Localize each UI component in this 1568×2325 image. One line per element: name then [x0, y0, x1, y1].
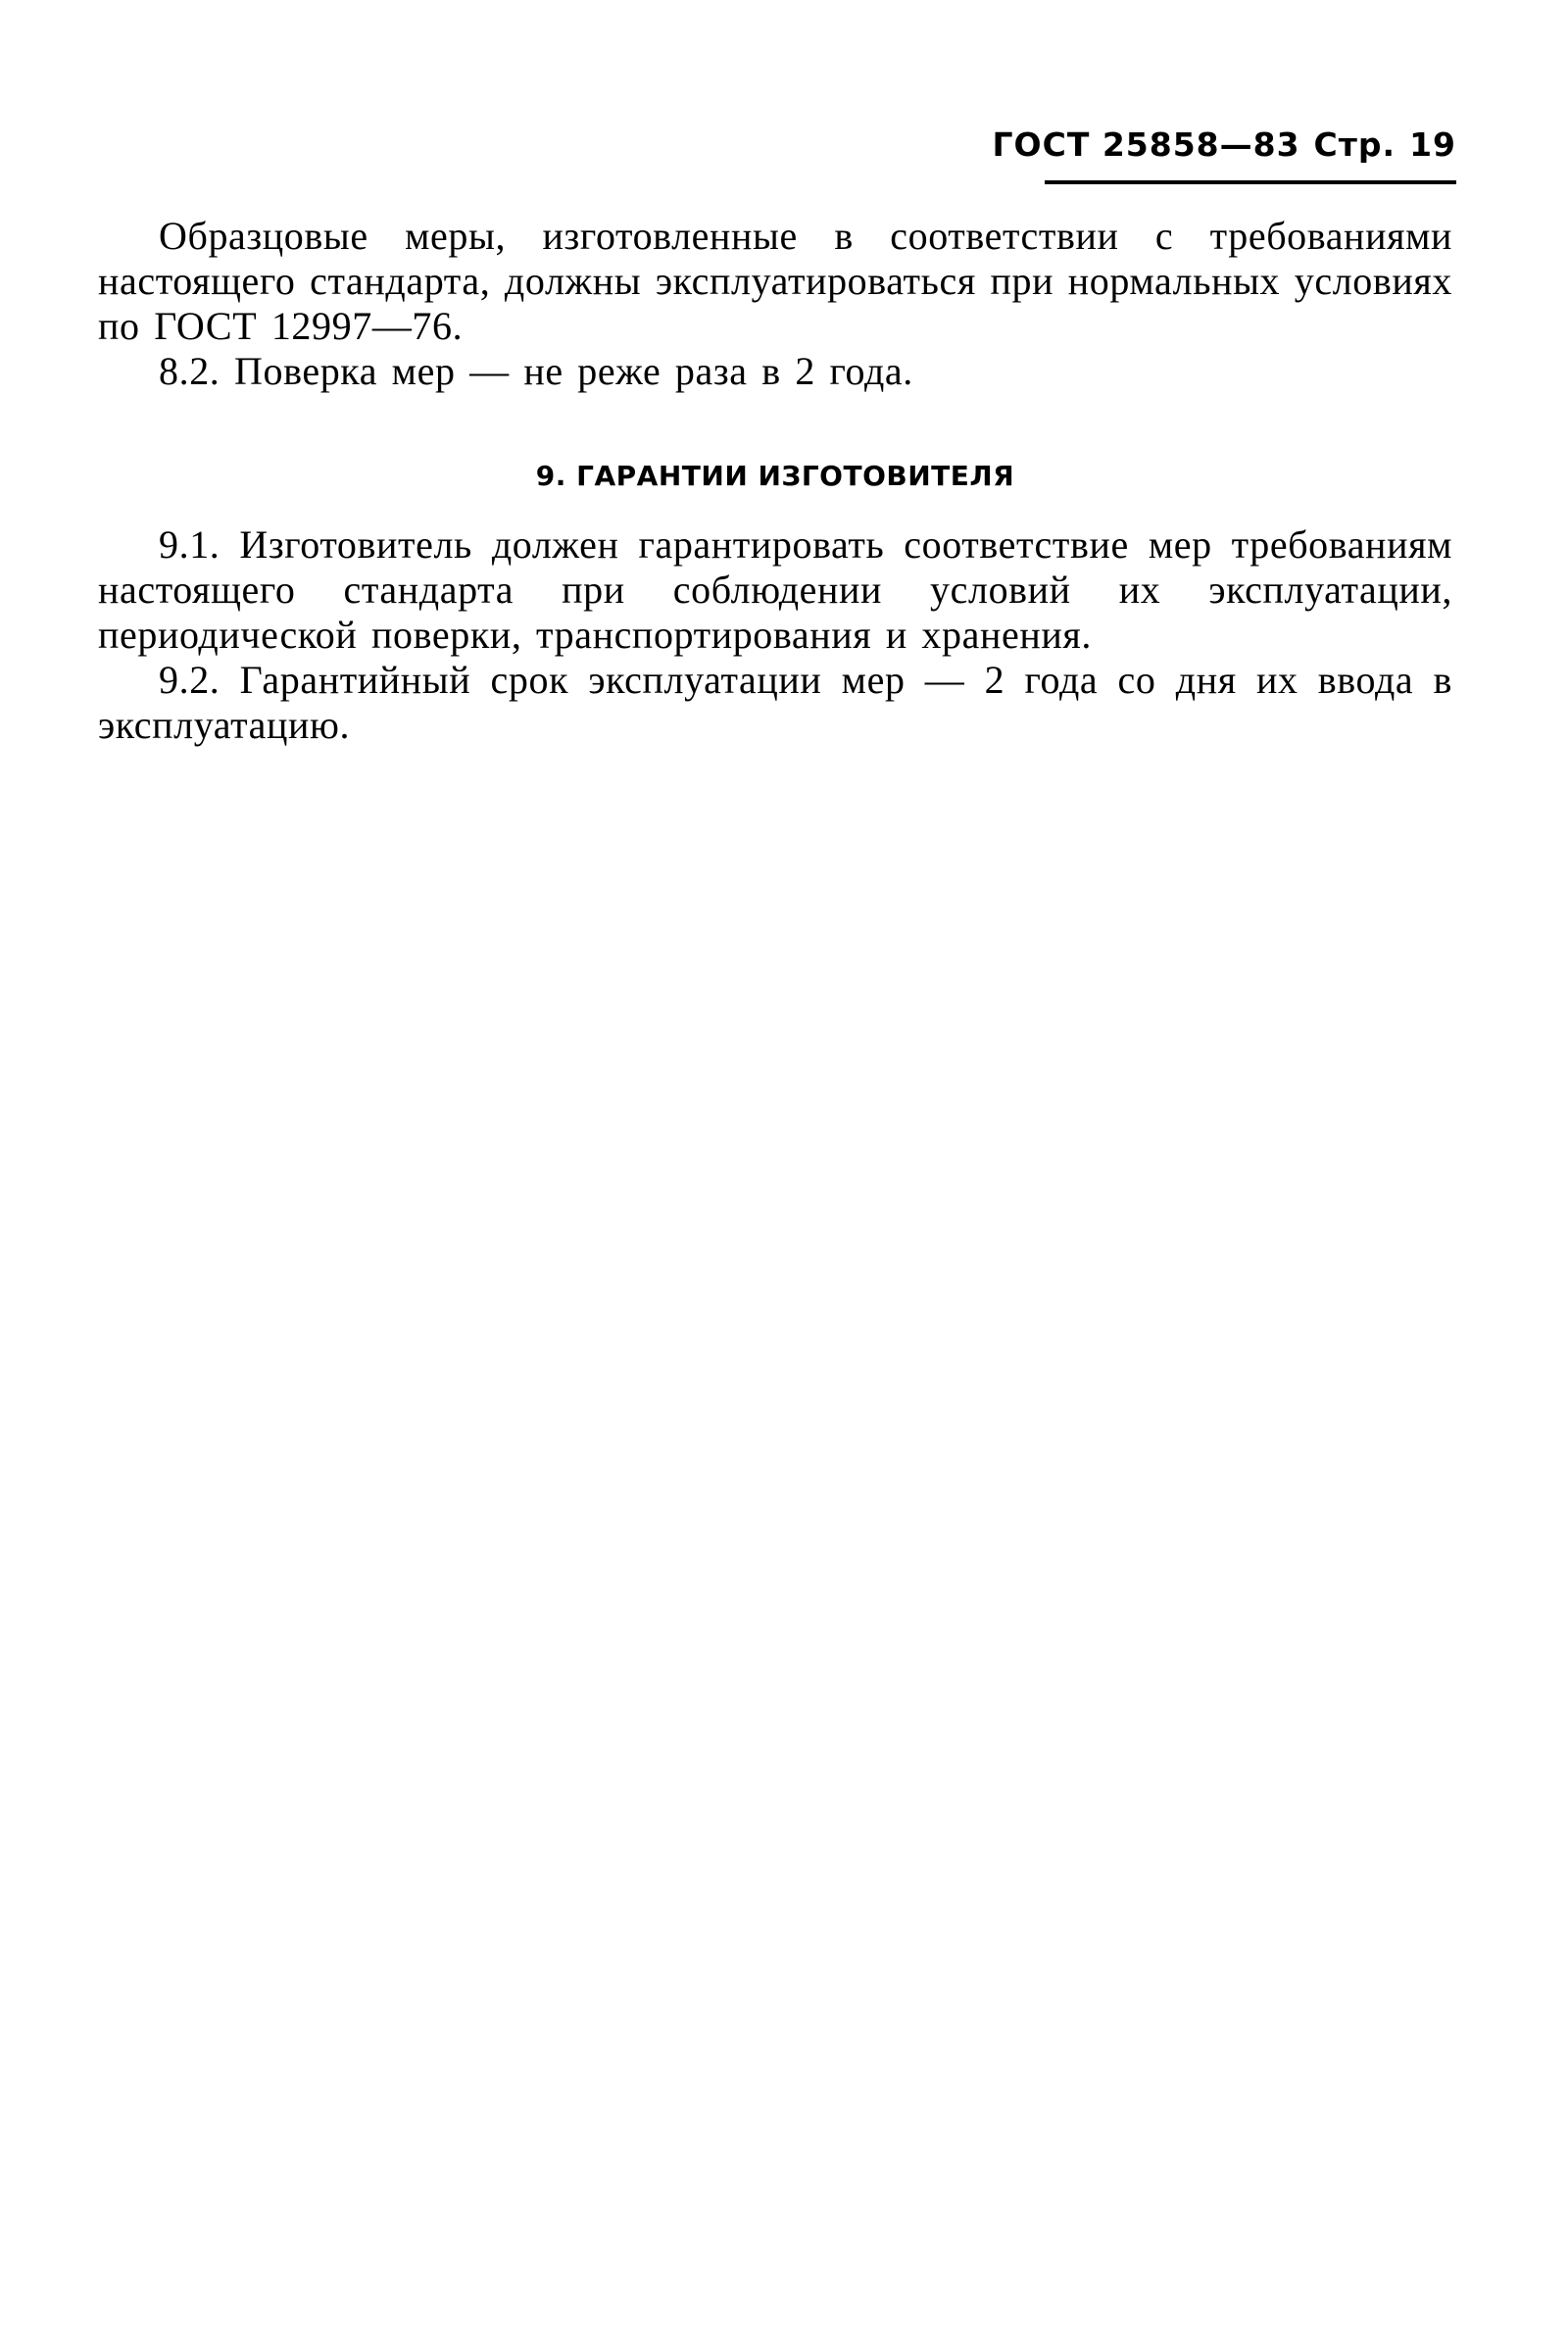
paragraph-9-1: 9.1. Изготовитель должен гарантировать соответствие мер требованиям настоящего стандарта при соблюдении условий их эксплуатации, периодической поверки, транспортирования и хранения.: [98, 522, 1452, 657]
running-head: [993, 124, 1456, 167]
paragraph-9-2: 9.2. Гарантийный срок эксплуатации мер — 2 года со дня их ввода в эксплуатацию.: [98, 658, 1452, 747]
intro-block: [98, 214, 1452, 394]
section-heading: 9. ГАРАНТИИ ИЗГОТОВИТЕЛЯ: [535, 460, 1015, 492]
page-number: 19: [1409, 125, 1456, 164]
header-rule: [1045, 180, 1456, 184]
standard-number: ГОСТ 25858—83: [992, 125, 1300, 164]
page-label: Стр.: [1313, 125, 1396, 164]
paragraph-8-2: 8.2. Поверка мер — не реже раза в 2 года.: [159, 349, 913, 393]
section-9-block: [98, 522, 1452, 748]
paragraph-operating-conditions: Образцовые меры, изготовленные в соответствии с требованиями настоящего стандарта, должны эксплуатироваться при нормальных условиях по ГОСТ 12997—76.: [98, 214, 1452, 348]
page-header: [992, 124, 1456, 186]
